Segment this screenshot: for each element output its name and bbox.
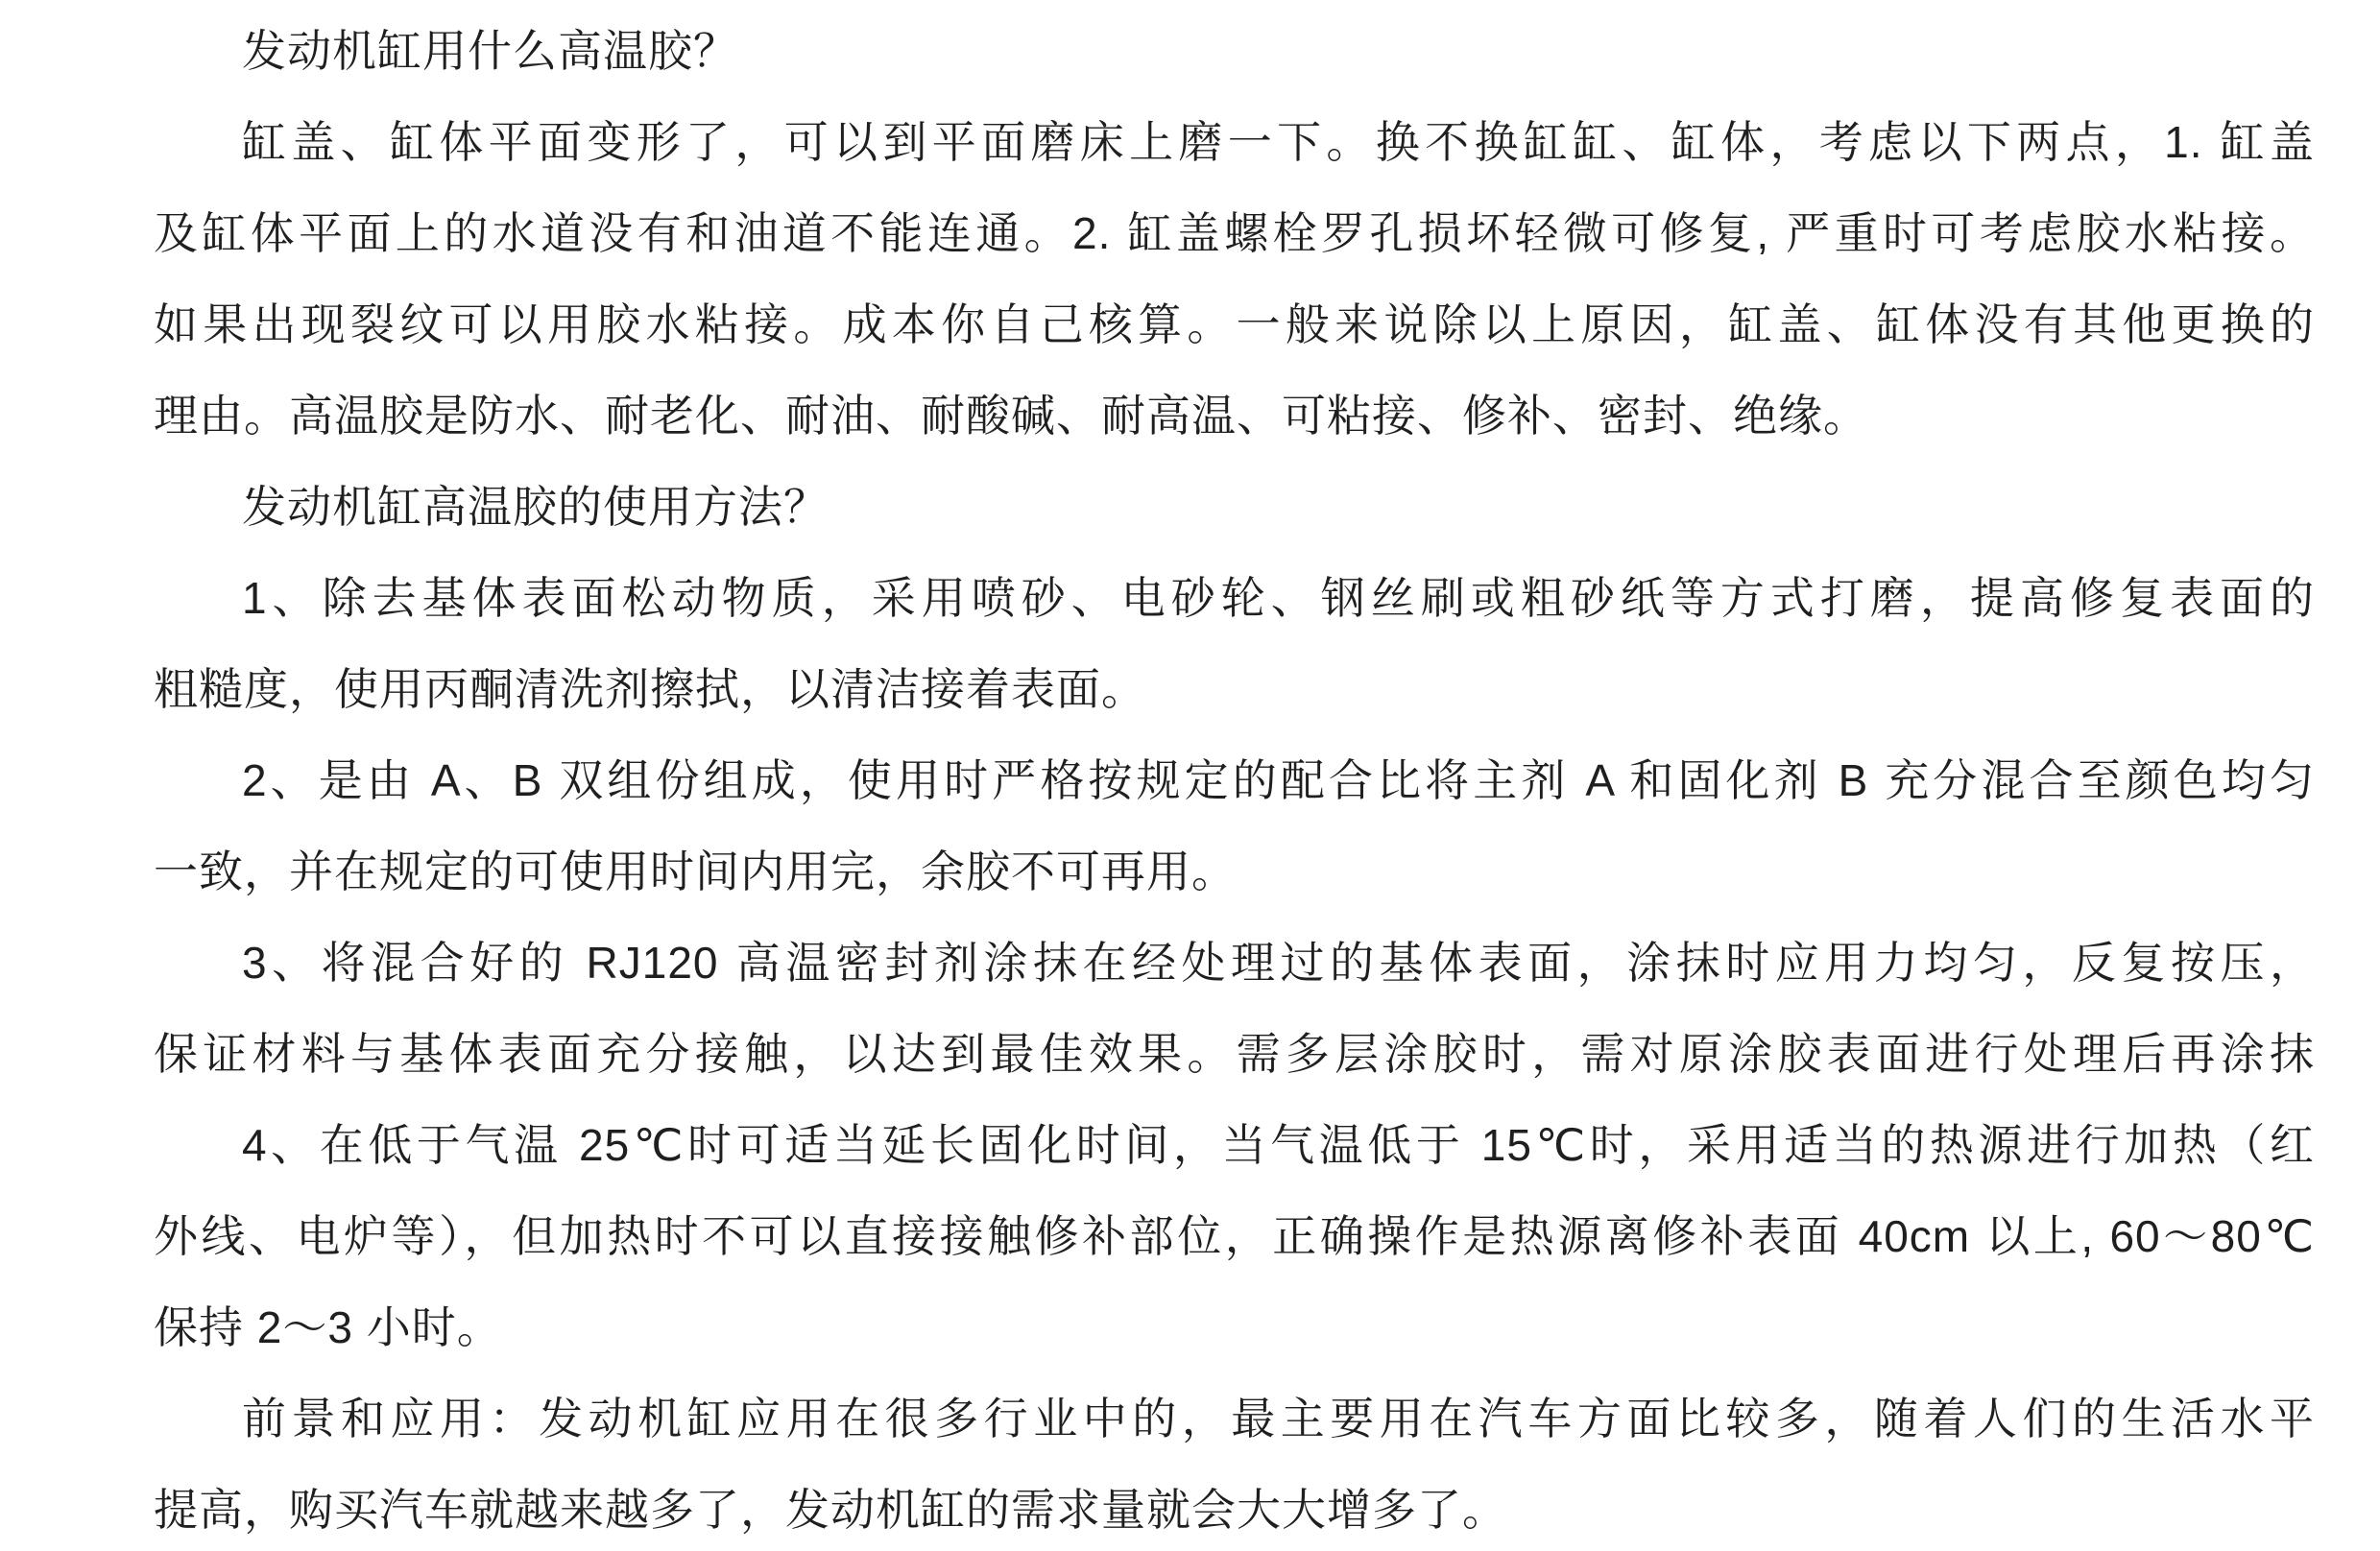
text-line: 发动机缸高温胶的使用方法？ <box>242 482 829 532</box>
text-line: 粗糙度，使用丙酮清洗剂擦拭，以清洁接着表面。 <box>154 664 1146 714</box>
text-line: 缸盖、缸体平面变形了，可以到平面磨床上磨一下。换不换缸缸、缸体，考虑以下两点，1. 缸盖 <box>242 117 2315 167</box>
text-line: 4、在低于气温 25℃时可适当延长固化时间，当气温低于 15℃时，采用适当的热源进行加热（红 <box>242 1120 2315 1170</box>
text-line: 发动机缸用什么高温胶？ <box>242 26 738 76</box>
text-line: 保持 2～3 小时。 <box>154 1302 502 1352</box>
text-line: 提高，购买汽车就越来越多了，发动机缸的需求量就会大大增多了。 <box>154 1485 1507 1535</box>
text-line: 3、将混合好的 RJ120 高温密封剂涂抹在经处理过的基体表面，涂抹时应用力均匀，反复按压， <box>242 938 2315 988</box>
text-line: 保证材料与基体表面充分接触，以达到最佳效果。需多层涂胶时，需对原涂胶表面进行处理后再涂抹 <box>154 1029 2315 1079</box>
text-line: 如果出现裂纹可以用胶水粘接。成本你自己核算。一般来说除以上原因，缸盖、缸体没有其他更换的 <box>154 299 2315 349</box>
document-body <box>154 6 2315 1551</box>
text-line: 一致，并在规定的可使用时间内用完，余胶不可再用。 <box>154 847 1237 896</box>
text-line: 2、是由 A、B 双组份组成，使用时严格按规定的配合比将主剂 A 和固化剂 B 充分混合至颜色均匀 <box>242 755 2316 805</box>
text-line: 1、除去基体表面松动物质，采用喷砂、电砂轮、钢丝刷或粗砂纸等方式打磨，提高修复表面的 <box>242 573 2315 623</box>
text-line: 理由。高温胶是防水、耐老化、耐油、耐酸碱、耐高温、可粘接、修补、密封、绝缘。 <box>154 391 1868 441</box>
text-line: 外线、电炉等），但加热时不可以直接接触修补部位，正确操作是热源离修补表面 40cm 以上, 60～80℃ <box>154 1211 2315 1261</box>
text-line: 及缸体平面上的水道没有和油道不能连通。2. 缸盖螺栓罗孔损坏轻微可修复, 严重时可考虑胶水粘接。 <box>154 208 2315 258</box>
text-line: 前景和应用：发动机缸应用在很多行业中的，最主要用在汽车方面比较多，随着人们的生活水平 <box>242 1394 2315 1444</box>
